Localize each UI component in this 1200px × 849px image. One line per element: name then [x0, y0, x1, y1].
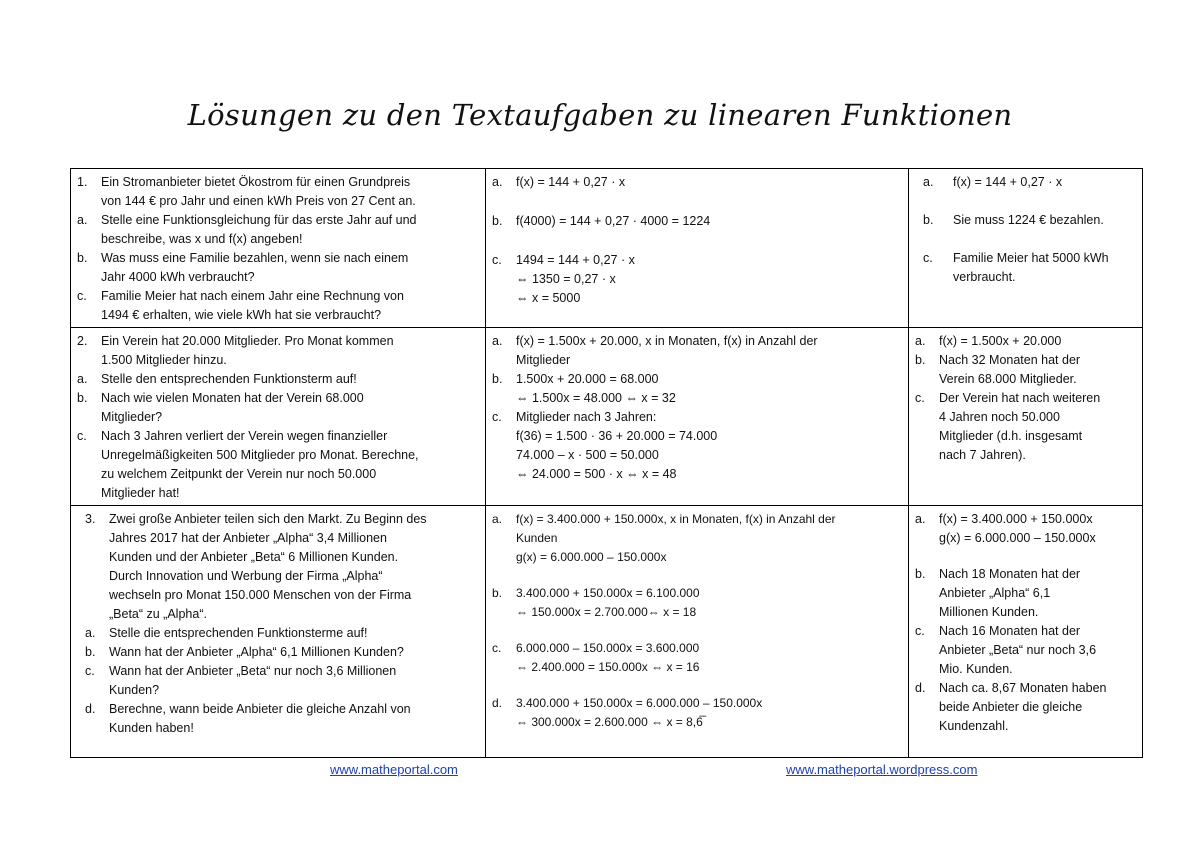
item-text: Unregelmäßigkeiten 500 Mitglieder pro Monat. Berechne,	[101, 448, 419, 462]
answer-label: a.	[915, 512, 926, 526]
answer-line: Nach 18 Monaten hat der	[939, 567, 1081, 581]
item-text: Nach wie vielen Monaten hat der Verein 68.000	[101, 391, 364, 405]
answer-line: Anbieter „Beta“ nur noch 3,6	[939, 643, 1097, 657]
answer-label: d.	[915, 681, 926, 695]
solution-line: ⇔ 24.000 = 500 · x ⇔ x = 48	[516, 467, 677, 481]
answer-line: nach 7 Jahren).	[939, 448, 1026, 462]
answer-line: Nach ca. 8,67 Monaten haben	[939, 681, 1107, 695]
task-intro-line: „Beta“ zu „Alpha“.	[109, 607, 207, 621]
answer-line: f(x) = 144 + 0,27 · x	[953, 175, 1063, 189]
solution-label: c.	[492, 641, 502, 655]
task-intro-line: 1.500 Mitglieder hinzu.	[101, 353, 227, 367]
task-number: 1.	[77, 175, 88, 189]
item-text: Was muss eine Familie bezahlen, wenn sie nach einem	[101, 251, 409, 265]
item-label: c.	[77, 289, 87, 303]
solution-line: 1494 = 144 + 0,27 · x	[516, 253, 635, 267]
task-cell	[71, 328, 486, 506]
page-title: Lösungen zu den Textaufgaben zu linearen Funktionen	[187, 98, 1013, 132]
solution-line: f(x) = 1.500x + 20.000, x in Monaten, f(x) in Anzahl der	[516, 334, 818, 348]
solution-cell	[486, 169, 909, 328]
task-intro-line: Zwei große Anbieter teilen sich den Markt. Zu Beginn des	[109, 512, 427, 526]
answer-line: Millionen Kunden.	[939, 605, 1039, 619]
solution-line: Mitglieder	[516, 353, 571, 367]
task-intro-line: Kunden und der Anbieter „Beta“ 6 Millionen Kunden.	[109, 550, 399, 564]
answer-cell	[909, 506, 1143, 758]
solution-line: ⇔ 1.500x = 48.000 ⇔ x = 32	[516, 391, 676, 405]
solution-label: a.	[492, 175, 503, 189]
task-intro-line: Ein Stromanbieter bietet Ökostrom für einen Grundpreis	[101, 175, 411, 189]
answer-line: f(x) = 1.500x + 20.000	[939, 334, 1062, 348]
task-intro-line: Jahres 2017 hat der Anbieter „Alpha“ 3,4 Millionen	[109, 531, 387, 545]
table-row	[71, 169, 1143, 328]
item-text: Stelle eine Funktionsgleichung für das erste Jahr auf und	[101, 213, 417, 227]
task-intro-line: Durch Innovation und Werbung der Firma „Alpha“	[109, 569, 383, 583]
solutions-table	[70, 168, 1143, 758]
item-text: Stelle die entsprechenden Funktionsterme auf!	[109, 626, 368, 640]
solution-label: d.	[492, 696, 503, 710]
solution-line: 3.400.000 + 150.000x = 6.000.000 – 150.000x	[516, 696, 763, 710]
answer-line: Mitglieder (d.h. insgesamt	[939, 429, 1083, 443]
solution-line: 3.400.000 + 150.000x = 6.100.000	[516, 586, 700, 600]
answer-line: Nach 32 Monaten hat der	[939, 353, 1081, 367]
item-text: zu welchem Zeitpunkt der Verein nur noch 50.000	[101, 467, 377, 481]
item-label: d.	[85, 702, 96, 716]
solution-line: f(x) = 144 + 0,27 · x	[516, 175, 626, 189]
solution-line: ⇔ 1350 = 0,27 · x	[516, 272, 616, 286]
item-label: c.	[77, 429, 87, 443]
task-intro-line: Ein Verein hat 20.000 Mitglieder. Pro Monat kommen	[101, 334, 394, 348]
item-text: Mitglieder hat!	[101, 486, 180, 500]
solution-line: g(x) = 6.000.000 – 150.000x	[516, 550, 667, 564]
answer-line: verbraucht.	[953, 270, 1016, 284]
task-number: 2.	[77, 334, 88, 348]
answer-label: a.	[915, 334, 926, 348]
answer-label: b.	[923, 213, 934, 227]
solution-line: f(x) = 3.400.000 + 150.000x, x in Monaten, f(x) in Anzahl der	[516, 512, 836, 526]
answer-line: Nach 16 Monaten hat der	[939, 624, 1081, 638]
solution-label: c.	[492, 253, 502, 267]
solution-line: ⇔ x = 5000	[516, 291, 581, 305]
answer-line: Mio. Kunden.	[939, 662, 1013, 676]
task-number: 3.	[85, 512, 96, 526]
solution-line: ⇔ 150.000x = 2.700.000⇔ x = 18	[516, 605, 697, 619]
solution-line: 1.500x + 20.000 = 68.000	[516, 372, 659, 386]
item-text: Familie Meier hat nach einem Jahr eine Rechnung von	[101, 289, 404, 303]
item-text: beschreibe, was x und f(x) angeben!	[101, 232, 303, 246]
answer-line: f(x) = 3.400.000 + 150.000x	[939, 512, 1093, 526]
item-label: b.	[77, 391, 88, 405]
item-label: a.	[77, 372, 88, 386]
footer-link-left[interactable]: www.matheportal.com	[330, 762, 458, 777]
solution-line: ⇔ 2.400.000 = 150.000x ⇔ x = 16	[516, 660, 700, 674]
task-cell	[71, 506, 486, 758]
task-cell	[71, 169, 486, 328]
solution-label: b.	[492, 214, 503, 228]
item-text: 1494 € erhalten, wie viele kWh hat sie verbraucht?	[101, 308, 382, 322]
task-intro-line: von 144 € pro Jahr und einen kWh Preis von 27 Cent an.	[101, 194, 416, 208]
table-row	[71, 506, 1143, 758]
table-row	[71, 328, 1143, 506]
item-text: Nach 3 Jahren verliert der Verein wegen finanzieller	[101, 429, 388, 443]
item-text: Kunden?	[109, 683, 160, 697]
task-intro-line: wechseln pro Monat 150.000 Menschen von der Firma	[109, 588, 412, 602]
solution-label: a.	[492, 512, 503, 526]
solution-label: c.	[492, 410, 502, 424]
answer-line: Verein 68.000 Mitglieder.	[939, 372, 1077, 386]
answer-line: 4 Jahren noch 50.000	[939, 410, 1060, 424]
solution-line: ⇔ 300.000x = 2.600.000 ⇔ x = 8,6̅	[516, 715, 703, 729]
item-label: b.	[77, 251, 88, 265]
answer-line: g(x) = 6.000.000 – 150.000x	[939, 531, 1096, 545]
footer-link-right[interactable]: www.matheportal.wordpress.com	[786, 762, 978, 777]
answer-label: c.	[915, 624, 925, 638]
solution-line: f(4000) = 144 + 0,27 · 4000 = 1224	[516, 214, 711, 228]
item-label: b.	[85, 645, 96, 659]
solution-label: b.	[492, 372, 503, 386]
answer-line: Kundenzahl.	[939, 719, 1009, 733]
answer-label: a.	[923, 175, 934, 189]
solution-line: Kunden	[516, 531, 558, 545]
answer-cell	[909, 169, 1143, 328]
answer-label: c.	[915, 391, 925, 405]
solution-line: Mitglieder nach 3 Jahren:	[516, 410, 657, 424]
answer-line: Anbieter „Alpha“ 6,1	[939, 586, 1051, 600]
solution-line: 6.000.000 – 150.000x = 3.600.000	[516, 641, 700, 655]
item-text: Wann hat der Anbieter „Alpha“ 6,1 Millionen Kunden?	[109, 645, 404, 659]
answer-line: Familie Meier hat 5000 kWh	[953, 251, 1109, 265]
item-text: Mitglieder?	[101, 410, 163, 424]
item-text: Wann hat der Anbieter „Beta“ nur noch 3,6 Millionen	[109, 664, 397, 678]
solution-line: f(36) = 1.500 · 36 + 20.000 = 74.000	[516, 429, 718, 443]
solution-line: 74.000 – x · 500 = 50.000	[516, 448, 659, 462]
answer-line: Der Verein hat nach weiteren	[939, 391, 1101, 405]
answer-label: b.	[915, 567, 926, 581]
item-label: a.	[85, 626, 96, 640]
answer-line: Sie muss 1224 € bezahlen.	[953, 213, 1104, 227]
item-label: c.	[85, 664, 95, 678]
item-text: Jahr 4000 kWh verbraucht?	[101, 270, 255, 284]
answer-label: b.	[915, 353, 926, 367]
item-text: Stelle den entsprechenden Funktionsterm auf!	[101, 372, 357, 386]
answer-cell	[909, 328, 1143, 506]
answer-label: c.	[923, 251, 933, 265]
answer-line: beide Anbieter die gleiche	[939, 700, 1083, 714]
solution-cell	[486, 328, 909, 506]
item-text: Berechne, wann beide Anbieter die gleiche Anzahl von	[109, 702, 411, 716]
item-label: a.	[77, 213, 88, 227]
solution-label: b.	[492, 586, 503, 600]
solution-label: a.	[492, 334, 503, 348]
item-text: Kunden haben!	[109, 721, 194, 735]
solution-cell	[486, 506, 909, 758]
